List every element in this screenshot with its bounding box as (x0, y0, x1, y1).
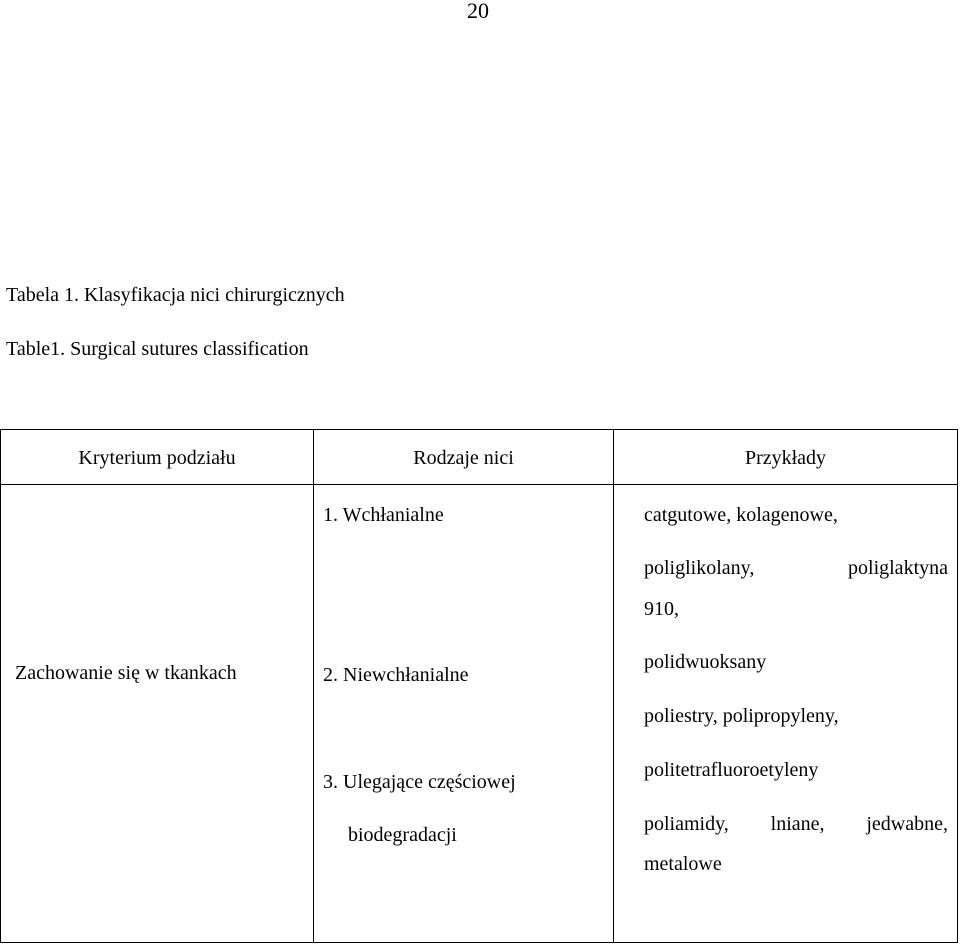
table-caption-english: Table1. Surgical sutures classification (6, 338, 309, 360)
table-caption-polish: Tabela 1. Klasyfikacja nici chirurgicznych (6, 284, 345, 306)
example-line: 910, (644, 598, 679, 620)
type-non-absorbable: 2. Niewchłanialne (323, 664, 469, 686)
example-line: polidwuoksany (644, 651, 767, 673)
example-word: poliglikolany, (644, 557, 755, 579)
type-absorbable: 1. Wchłanialne (323, 504, 444, 526)
type-partial-biodegradation-line1: 3. Ulegające częściowej (323, 771, 516, 793)
header-divider (1, 484, 957, 485)
column-divider (313, 430, 314, 942)
example-line (644, 556, 948, 580)
example-word: jedwabne, (866, 813, 948, 835)
example-line (644, 812, 948, 836)
header-criterion: Kryterium podziału (78, 447, 236, 469)
example-word: poliglaktyna (848, 557, 948, 579)
example-line: metalowe (644, 853, 722, 875)
column-divider (613, 430, 614, 942)
example-line: catgutowe, kolagenowe, (644, 504, 838, 526)
type-partial-biodegradation-line2: biodegradacji (348, 824, 457, 846)
sutures-classification-table (0, 429, 958, 943)
header-suture-types: Rodzaje nici (413, 447, 514, 469)
criterion-cell: Zachowanie się w tkankach (15, 662, 237, 684)
example-line: poliestry, polipropyleny, (644, 705, 839, 727)
header-examples: Przykłady (744, 447, 827, 469)
example-line: politetrafluoroetyleny (644, 759, 819, 781)
example-word: poliamidy, (644, 813, 729, 835)
example-word: lniane, (770, 813, 825, 835)
page-number: 20 (467, 0, 489, 23)
